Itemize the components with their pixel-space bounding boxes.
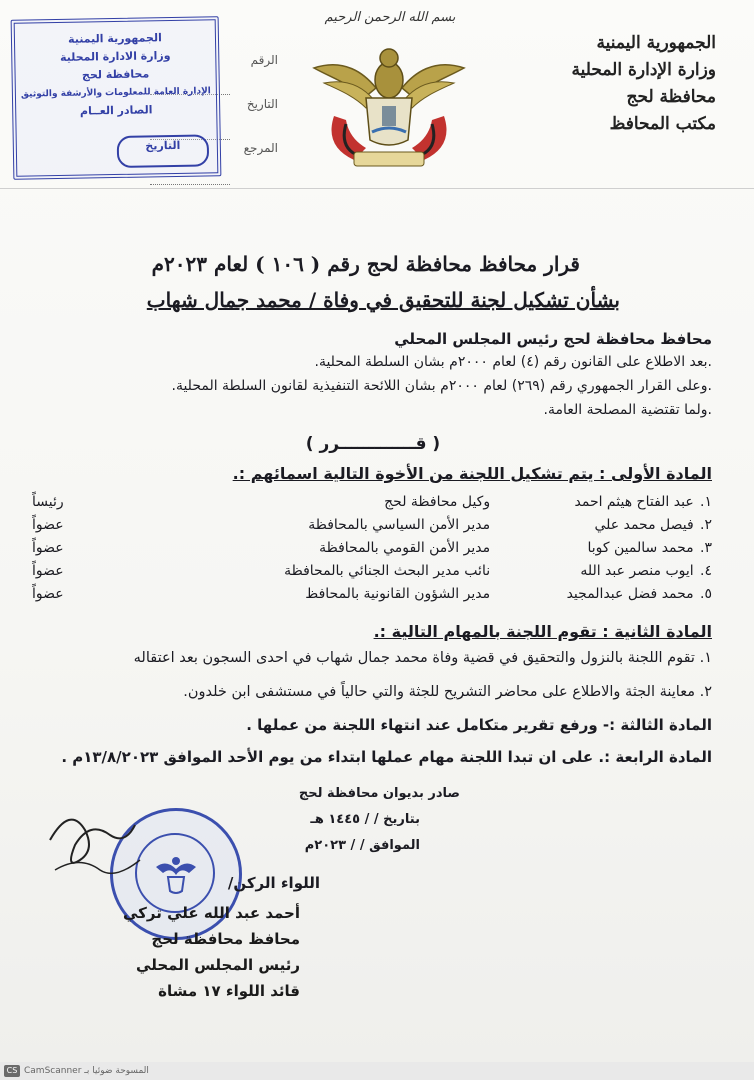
member-position: نائب مدير البحث الجنائي بالمحافظة bbox=[284, 562, 491, 579]
signer-rank: اللواء الركن/ bbox=[227, 874, 320, 892]
signer-title: محافظ محافظة لحج bbox=[151, 930, 300, 948]
member-name: محمد سالمين كوبا bbox=[587, 539, 694, 556]
member-number: ١. bbox=[700, 493, 712, 510]
signer-title: رئيس المجلس المحلي bbox=[136, 956, 300, 974]
stamp-line: محافظة لحج bbox=[81, 67, 150, 82]
scanner-footer bbox=[0, 1062, 754, 1080]
signature-icon bbox=[40, 800, 150, 890]
member-role: عضواً bbox=[32, 539, 64, 556]
stamp-line: وزارة الادارة المحلية bbox=[59, 49, 171, 64]
preamble-heading: محافظ محافظة لحج رئيس المجلس المحلي bbox=[394, 330, 712, 348]
table-row bbox=[32, 582, 712, 605]
member-role: عضواً bbox=[32, 516, 64, 533]
preamble-line: .ولما تقتضية المصلحة العامة. bbox=[543, 402, 712, 418]
issued-at: صادر بديوان محافظة لحج bbox=[298, 786, 460, 801]
seal-eagle-icon bbox=[151, 849, 201, 899]
basmala: بسم الله الرحمن الرحيم bbox=[324, 10, 456, 25]
member-role: عضواً bbox=[32, 585, 64, 602]
article-one-heading: المادة الأولى : يتم تشكيل اللجنة من الأخوة التالية اسمائهم :. bbox=[232, 464, 712, 483]
member-number: ٣. bbox=[700, 539, 712, 556]
preamble-line: .بعد الاطلاع على القانون رقم (٤) لعام ٢٠٠٠م بشان السلطة المحلية. bbox=[314, 354, 712, 370]
ref-label-reference: المرجع bbox=[243, 141, 278, 155]
header-line: مكتب المحافظ bbox=[609, 114, 716, 134]
camscanner-logo-icon: CS bbox=[4, 1065, 20, 1077]
header-line: وزارة الإدارة المحلية bbox=[571, 60, 716, 80]
issued-hijri-date: بتاريخ / / ١٤٤٥ هـ bbox=[310, 812, 420, 827]
member-number: ٢. bbox=[700, 516, 712, 533]
member-position: مدير الشؤون القانونية بالمحافظ bbox=[305, 585, 491, 602]
table-row bbox=[32, 536, 712, 559]
task-item: ١. تقوم اللجنة بالنزول والتحقيق في قضية وفاة محمد جمال شهاب في احدى السجون بعد اعتقاله bbox=[133, 650, 712, 666]
scanner-label bbox=[24, 1065, 149, 1077]
member-role: عضواً bbox=[32, 562, 64, 579]
yemen-emblem-icon bbox=[294, 28, 484, 178]
header-line: محافظة لحج bbox=[626, 87, 716, 107]
member-position: مدير الأمن القومي بالمحافظة bbox=[319, 539, 491, 556]
task-item: ٢. معاينة الجثة والاطلاع على محاضر التشريح للجثة والتي حالياً في مستشفى ابن خلدون. bbox=[183, 684, 712, 700]
issued-gregorian-date: الموافق / / ٢٠٢٣م bbox=[304, 838, 420, 853]
signer-name: أحمد عبد الله علي تركي bbox=[123, 904, 300, 922]
outgoing-stamp bbox=[11, 16, 222, 180]
article-two-heading: المادة الثانية : تقوم اللجنة بالمهام التالية :. bbox=[373, 622, 712, 641]
reference-labels bbox=[218, 38, 278, 170]
member-name: ايوب منصر عبد الله bbox=[580, 562, 694, 579]
decree-subject: بشأن تشكيل لجنة للتحقيق في وفاة / محمد جمال شهاب bbox=[146, 288, 620, 312]
scanner-app-name: CamScanner bbox=[24, 1066, 82, 1076]
member-position: وكيل محافظة لحج bbox=[384, 493, 491, 510]
stamp-date-box: التاريخ bbox=[117, 134, 210, 168]
header-line: الجمهورية اليمنية bbox=[596, 33, 716, 53]
scanner-text: المسوحة ضوئيا بـ bbox=[84, 1066, 149, 1076]
member-number: ٤. bbox=[700, 562, 712, 579]
stamp-line: الجمهورية اليمنية bbox=[67, 31, 162, 46]
article-three: المادة الثالثة :- ورفع تقرير متكامل عند انتهاء اللجنة من عملها . bbox=[246, 716, 712, 734]
member-name: محمد فضل عبدالمجيد bbox=[566, 585, 694, 602]
preamble-line: .وعلى القرار الجمهوري رقم (٢٦٩) لعام ٢٠٠٠م بشان اللائحة التنفيذية لقانون السلطة المحلية. bbox=[171, 378, 712, 394]
member-role: رئيساً bbox=[32, 493, 64, 510]
member-position: مدير الأمن السياسي بالمحافظة bbox=[308, 516, 491, 533]
ref-label-date: التاريخ bbox=[246, 97, 278, 111]
decision-heading: ( قـــــــــــــرر ) bbox=[305, 434, 441, 454]
member-name: فيصل محمد علي bbox=[594, 516, 694, 533]
signature-block bbox=[40, 900, 300, 1004]
header-divider bbox=[0, 188, 754, 189]
issuer-header bbox=[486, 30, 716, 138]
ref-label-number: الرقم bbox=[250, 53, 278, 67]
stamp-line: الإدارة العامة للمعلومات والأرشفة والتوثيق bbox=[20, 86, 211, 100]
table-row bbox=[32, 559, 712, 582]
table-row bbox=[32, 513, 712, 536]
committee-members-table bbox=[32, 490, 712, 605]
article-four: المادة الرابعة :. على ان تبدا اللجنة مهام عملها ابتداء من يوم الأحد الموافق ١٣/٨/٢٠٢٣م . bbox=[61, 748, 712, 766]
signer-title: قائد اللواء ١٧ مشاة bbox=[158, 982, 300, 1000]
member-name: عبد الفتاح هيثم احمد bbox=[574, 493, 694, 510]
table-row bbox=[32, 490, 712, 513]
member-number: ٥. bbox=[700, 585, 712, 602]
decree-title: قرار محافظ محافظة لحج رقم ( ١٠٦ ) لعام ٢٠٢٣م bbox=[151, 252, 580, 276]
stamp-line: الصادر العــام bbox=[79, 103, 153, 118]
